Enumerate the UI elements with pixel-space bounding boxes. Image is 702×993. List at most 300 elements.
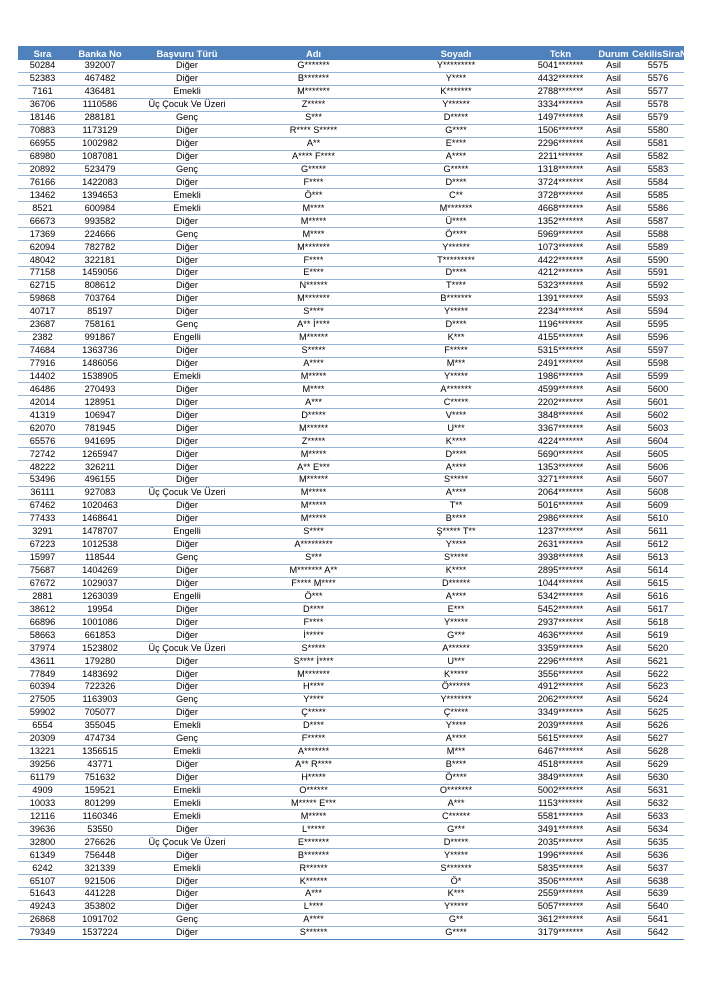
cell-adi: M***** E*** [241, 797, 386, 810]
cell-banka-no: 85197 [67, 305, 133, 318]
cell-soyadi: Y***** [386, 370, 526, 383]
cell-basvuru-turu: Genç [133, 111, 241, 124]
table-row [18, 422, 684, 435]
cell-durum: Asil [595, 629, 632, 642]
cell-soyadi: B**** [386, 512, 526, 525]
cell-banka-no: 1173129 [67, 124, 133, 137]
cell-cekilis-sira-no: 5633 [632, 810, 684, 823]
cell-adi: G******* [241, 60, 386, 72]
cell-durum: Asil [595, 228, 632, 241]
cell-tckn: 3506******* [526, 875, 595, 888]
cell-soyadi: A****** [386, 642, 526, 655]
cell-banka-no: 921506 [67, 875, 133, 888]
cell-banka-no: 1538905 [67, 370, 133, 383]
cell-basvuru-turu: Emekli [133, 862, 241, 875]
cell-durum: Asil [595, 461, 632, 474]
cell-banka-no: 1002982 [67, 137, 133, 150]
cell-durum: Asil [595, 603, 632, 616]
cell-tckn: 1044******* [526, 577, 595, 590]
cell-basvuru-turu: Diğer [133, 474, 241, 487]
cell-soyadi: C***** [386, 396, 526, 409]
cell-cekilis-sira-no: 5609 [632, 499, 684, 512]
cell-adi: S*** [241, 111, 386, 124]
cell-soyadi: G**** [386, 124, 526, 137]
cell-sira: 32800 [18, 836, 67, 849]
cell-basvuru-turu: Emekli [133, 784, 241, 797]
cell-banka-no: 801299 [67, 797, 133, 810]
cell-sira: 77916 [18, 357, 67, 370]
cell-adi: H**** [241, 681, 386, 694]
table-body [18, 60, 684, 939]
cell-adi: M****** [241, 422, 386, 435]
cell-sira: 79349 [18, 926, 67, 939]
header-row [18, 46, 684, 60]
cell-durum: Asil [595, 642, 632, 655]
table-row [18, 732, 684, 745]
cell-sira: 74684 [18, 344, 67, 357]
cell-sira: 59868 [18, 292, 67, 305]
cell-banka-no: 1265947 [67, 448, 133, 461]
cell-banka-no: 1263039 [67, 590, 133, 603]
cell-sira: 67672 [18, 577, 67, 590]
cell-cekilis-sira-no: 5588 [632, 228, 684, 241]
cell-banka-no: 705077 [67, 706, 133, 719]
cell-soyadi: U*** [386, 422, 526, 435]
cell-cekilis-sira-no: 5602 [632, 409, 684, 422]
table-row [18, 926, 684, 939]
table-row [18, 551, 684, 564]
cell-soyadi: D**** [386, 318, 526, 331]
cell-basvuru-turu: Diğer [133, 137, 241, 150]
cell-durum: Asil [595, 305, 632, 318]
cell-durum: Asil [595, 719, 632, 732]
cell-sira: 65576 [18, 435, 67, 448]
cell-sira: 17369 [18, 228, 67, 241]
cell-tckn: 4224******* [526, 435, 595, 448]
cell-sira: 62070 [18, 422, 67, 435]
cell-sira: 2382 [18, 331, 67, 344]
cell-cekilis-sira-no: 5577 [632, 85, 684, 98]
cell-sira: 15997 [18, 551, 67, 564]
cell-banka-no: 118544 [67, 551, 133, 564]
cell-cekilis-sira-no: 5585 [632, 189, 684, 202]
cell-durum: Asil [595, 784, 632, 797]
cell-tckn: 5323******* [526, 279, 595, 292]
cell-soyadi: T** [386, 499, 526, 512]
table-row [18, 474, 684, 487]
cell-durum: Asil [595, 383, 632, 396]
cell-banka-no: 703764 [67, 292, 133, 305]
cell-tckn: 1353******* [526, 461, 595, 474]
cell-adi: M***** [241, 486, 386, 499]
cell-basvuru-turu: Genç [133, 228, 241, 241]
cell-basvuru-turu: Emekli [133, 189, 241, 202]
cell-adi: M******* A** [241, 564, 386, 577]
cell-durum: Asil [595, 241, 632, 254]
cell-adi: G***** [241, 163, 386, 176]
cell-soyadi: D**** [386, 448, 526, 461]
cell-banka-no: 758161 [67, 318, 133, 331]
cell-adi: İ***** [241, 629, 386, 642]
cell-adi: Ö*** [241, 590, 386, 603]
cell-adi: S**** [241, 305, 386, 318]
cell-banka-no: 1160346 [67, 810, 133, 823]
cell-banka-no: 1468641 [67, 512, 133, 525]
cell-banka-no: 991867 [67, 331, 133, 344]
cell-tckn: 4599******* [526, 383, 595, 396]
cell-banka-no: 523479 [67, 163, 133, 176]
cell-soyadi: M*** [386, 745, 526, 758]
cell-banka-no: 1486056 [67, 357, 133, 370]
table-row [18, 590, 684, 603]
cell-soyadi: Ç***** [386, 706, 526, 719]
cell-cekilis-sira-no: 5612 [632, 538, 684, 551]
table-row [18, 642, 684, 655]
cell-sira: 48222 [18, 461, 67, 474]
cell-basvuru-turu: Diğer [133, 512, 241, 525]
cell-durum: Asil [595, 758, 632, 771]
cell-durum: Asil [595, 681, 632, 694]
cell-tckn: 2788******* [526, 85, 595, 98]
cell-adi: H***** [241, 771, 386, 784]
cell-sira: 66955 [18, 137, 67, 150]
table-row [18, 784, 684, 797]
table-row [18, 215, 684, 228]
cell-sira: 38612 [18, 603, 67, 616]
table-row [18, 836, 684, 849]
cell-soyadi: E*** [386, 603, 526, 616]
cell-adi: R**** S***** [241, 124, 386, 137]
cell-banka-no: 600984 [67, 202, 133, 215]
table-row [18, 279, 684, 292]
cell-soyadi: Ş***** T** [386, 525, 526, 538]
cell-tckn: 2202******* [526, 396, 595, 409]
cell-soyadi: S***** [386, 474, 526, 487]
cell-banka-no: 53550 [67, 823, 133, 836]
table-row [18, 538, 684, 551]
cell-basvuru-turu: Emekli [133, 797, 241, 810]
cell-basvuru-turu: Genç [133, 551, 241, 564]
cell-cekilis-sira-no: 5589 [632, 241, 684, 254]
cell-soyadi: A******* [386, 383, 526, 396]
cell-soyadi: Y**** [386, 538, 526, 551]
cell-soyadi: Y****** [386, 98, 526, 111]
cell-soyadi: Y**** [386, 719, 526, 732]
cell-durum: Asil [595, 810, 632, 823]
cell-cekilis-sira-no: 5582 [632, 150, 684, 163]
cell-durum: Asil [595, 292, 632, 305]
cell-adi: M***** [241, 810, 386, 823]
cell-soyadi: S******* [386, 862, 526, 875]
table-row [18, 344, 684, 357]
cell-sira: 10033 [18, 797, 67, 810]
table-row [18, 823, 684, 836]
table-row [18, 448, 684, 461]
cell-adi: M****** [241, 474, 386, 487]
cell-soyadi: Ö**** [386, 771, 526, 784]
cell-sira: 36706 [18, 98, 67, 111]
cell-tckn: 1497******* [526, 111, 595, 124]
cell-soyadi: C****** [386, 810, 526, 823]
cell-cekilis-sira-no: 5621 [632, 655, 684, 668]
cell-soyadi: C** [386, 189, 526, 202]
cell-basvuru-turu: Genç [133, 913, 241, 926]
table-row [18, 267, 684, 280]
cell-sira: 18146 [18, 111, 67, 124]
cell-basvuru-turu: Diğer [133, 150, 241, 163]
cell-tckn: 4432******* [526, 72, 595, 85]
cell-basvuru-turu: Diğer [133, 823, 241, 836]
table-row [18, 305, 684, 318]
cell-adi: F***** [241, 732, 386, 745]
cell-tckn: 1986******* [526, 370, 595, 383]
cell-banka-no: 353802 [67, 900, 133, 913]
cell-basvuru-turu: Diğer [133, 668, 241, 681]
cell-tckn: 2039******* [526, 719, 595, 732]
cell-soyadi: Y******* [386, 693, 526, 706]
cell-sira: 6242 [18, 862, 67, 875]
table-row [18, 499, 684, 512]
cell-adi: A********* [241, 538, 386, 551]
cell-soyadi: Y***** [386, 616, 526, 629]
table-row [18, 241, 684, 254]
cell-basvuru-turu: Diğer [133, 215, 241, 228]
cell-adi: S**** İ**** [241, 655, 386, 668]
cell-tckn: 2234******* [526, 305, 595, 318]
table-row [18, 875, 684, 888]
cell-cekilis-sira-no: 5611 [632, 525, 684, 538]
cell-basvuru-turu: Diğer [133, 292, 241, 305]
cell-banka-no: 1537224 [67, 926, 133, 939]
table-row [18, 862, 684, 875]
cell-durum: Asil [595, 267, 632, 280]
table-row [18, 98, 684, 111]
cell-banka-no: 941695 [67, 435, 133, 448]
cell-soyadi: T**** [386, 279, 526, 292]
cell-adi: S***** [241, 642, 386, 655]
table-row [18, 681, 684, 694]
cell-cekilis-sira-no: 5630 [632, 771, 684, 784]
cell-tckn: 4668******* [526, 202, 595, 215]
cell-banka-no: 19954 [67, 603, 133, 616]
cell-adi: O****** [241, 784, 386, 797]
cell-tckn: 5041******* [526, 60, 595, 72]
cell-durum: Asil [595, 926, 632, 939]
cell-tckn: 3849******* [526, 771, 595, 784]
cell-durum: Asil [595, 797, 632, 810]
cell-tckn: 2937******* [526, 616, 595, 629]
cell-tckn: 3359******* [526, 642, 595, 655]
cell-banka-no: 322181 [67, 254, 133, 267]
cell-tckn: 3938******* [526, 551, 595, 564]
cell-basvuru-turu: Emekli [133, 85, 241, 98]
cell-adi: A******* [241, 745, 386, 758]
cell-basvuru-turu: Diğer [133, 254, 241, 267]
cell-basvuru-turu: Diğer [133, 409, 241, 422]
cell-tckn: 5969******* [526, 228, 595, 241]
cell-soyadi: G**** [386, 926, 526, 939]
cell-sira: 26868 [18, 913, 67, 926]
cell-soyadi: A**** [386, 461, 526, 474]
cell-soyadi: B**** [386, 758, 526, 771]
cell-soyadi: Y****** [386, 241, 526, 254]
cell-cekilis-sira-no: 5576 [632, 72, 684, 85]
cell-cekilis-sira-no: 5620 [632, 642, 684, 655]
cell-banka-no: 1020463 [67, 499, 133, 512]
cell-cekilis-sira-no: 5639 [632, 888, 684, 901]
cell-adi: F**** M**** [241, 577, 386, 590]
cell-cekilis-sira-no: 5614 [632, 564, 684, 577]
cell-durum: Asil [595, 836, 632, 849]
cell-cekilis-sira-no: 5613 [632, 551, 684, 564]
cell-tckn: 1996******* [526, 849, 595, 862]
cell-tckn: 3491******* [526, 823, 595, 836]
cell-adi: M***** [241, 370, 386, 383]
cell-cekilis-sira-no: 5581 [632, 137, 684, 150]
cell-soyadi: K******* [386, 85, 526, 98]
cell-adi: Y**** [241, 693, 386, 706]
cell-durum: Asil [595, 564, 632, 577]
table-row [18, 189, 684, 202]
col-header-adi: Adı [241, 46, 386, 60]
cell-adi: D**** [241, 603, 386, 616]
cell-sira: 58663 [18, 629, 67, 642]
cell-adi: L**** [241, 900, 386, 913]
cell-basvuru-turu: Diğer [133, 435, 241, 448]
cell-sira: 43611 [18, 655, 67, 668]
cell-cekilis-sira-no: 5592 [632, 279, 684, 292]
cell-adi: D***** [241, 409, 386, 422]
cell-cekilis-sira-no: 5598 [632, 357, 684, 370]
cell-durum: Asil [595, 474, 632, 487]
cell-banka-no: 1091702 [67, 913, 133, 926]
cell-sira: 8521 [18, 202, 67, 215]
cell-banka-no: 43771 [67, 758, 133, 771]
cell-cekilis-sira-no: 5595 [632, 318, 684, 331]
cell-durum: Asil [595, 409, 632, 422]
cell-durum: Asil [595, 525, 632, 538]
cell-basvuru-turu: Diğer [133, 176, 241, 189]
cell-soyadi: K**** [386, 564, 526, 577]
cell-cekilis-sira-no: 5617 [632, 603, 684, 616]
cell-adi: S****** [241, 926, 386, 939]
cell-basvuru-turu: Diğer [133, 241, 241, 254]
cell-cekilis-sira-no: 5616 [632, 590, 684, 603]
cell-basvuru-turu: Emekli [133, 202, 241, 215]
cell-banka-no: 751632 [67, 771, 133, 784]
cell-soyadi: G*** [386, 823, 526, 836]
cell-durum: Asil [595, 357, 632, 370]
cell-cekilis-sira-no: 5631 [632, 784, 684, 797]
cell-banka-no: 1087081 [67, 150, 133, 163]
cell-cekilis-sira-no: 5636 [632, 849, 684, 862]
cell-soyadi: D***** [386, 111, 526, 124]
cell-adi: E**** [241, 267, 386, 280]
cell-sira: 77849 [18, 668, 67, 681]
table-row [18, 706, 684, 719]
cell-basvuru-turu: Emekli [133, 370, 241, 383]
cell-banka-no: 436481 [67, 85, 133, 98]
cell-basvuru-turu: Emekli [133, 745, 241, 758]
cell-cekilis-sira-no: 5584 [632, 176, 684, 189]
cell-sira: 60394 [18, 681, 67, 694]
cell-sira: 62715 [18, 279, 67, 292]
cell-adi: M******* [241, 85, 386, 98]
cell-cekilis-sira-no: 5586 [632, 202, 684, 215]
col-header-durum: Durum [595, 46, 632, 60]
cell-tckn: 2895******* [526, 564, 595, 577]
cell-banka-no: 128951 [67, 396, 133, 409]
cell-tckn: 2296******* [526, 655, 595, 668]
cell-sira: 12116 [18, 810, 67, 823]
cell-adi: M**** [241, 202, 386, 215]
cell-adi: A**** [241, 913, 386, 926]
cell-sira: 3291 [18, 525, 67, 538]
table-row [18, 888, 684, 901]
cell-cekilis-sira-no: 5579 [632, 111, 684, 124]
cell-basvuru-turu: Diğer [133, 875, 241, 888]
cell-banka-no: 179280 [67, 655, 133, 668]
cell-durum: Asil [595, 849, 632, 862]
table-row [18, 810, 684, 823]
table-row [18, 254, 684, 267]
cell-tckn: 4422******* [526, 254, 595, 267]
cell-banka-no: 321339 [67, 862, 133, 875]
cell-cekilis-sira-no: 5625 [632, 706, 684, 719]
table-row [18, 331, 684, 344]
cell-banka-no: 1356515 [67, 745, 133, 758]
cell-basvuru-turu: Üç Çocuk Ve Üzeri [133, 98, 241, 111]
cell-banka-no: 474734 [67, 732, 133, 745]
cell-soyadi: A**** [386, 150, 526, 163]
cell-banka-no: 661853 [67, 629, 133, 642]
cell-adi: M****** [241, 331, 386, 344]
cell-banka-no: 756448 [67, 849, 133, 862]
cell-adi: A*** [241, 888, 386, 901]
table-row [18, 60, 684, 72]
cell-tckn: 1153******* [526, 797, 595, 810]
cell-sira: 59902 [18, 706, 67, 719]
cell-banka-no: 392007 [67, 60, 133, 72]
cell-sira: 27505 [18, 693, 67, 706]
cell-adi: S**** [241, 525, 386, 538]
cell-tckn: 3724******* [526, 176, 595, 189]
cell-cekilis-sira-no: 5603 [632, 422, 684, 435]
table-row [18, 163, 684, 176]
cell-soyadi: D**** [386, 176, 526, 189]
cell-tckn: 1073******* [526, 241, 595, 254]
cell-soyadi: M******* [386, 202, 526, 215]
cell-basvuru-turu: Diğer [133, 888, 241, 901]
cell-durum: Asil [595, 215, 632, 228]
cell-tckn: 3556******* [526, 668, 595, 681]
cell-tckn: 5581******* [526, 810, 595, 823]
table-row [18, 435, 684, 448]
cell-tckn: 3334******* [526, 98, 595, 111]
cell-sira: 62094 [18, 241, 67, 254]
cell-adi: S*** [241, 551, 386, 564]
cell-tckn: 3728******* [526, 189, 595, 202]
cell-cekilis-sira-no: 5626 [632, 719, 684, 732]
cell-banka-no: 1163903 [67, 693, 133, 706]
cell-sira: 52383 [18, 72, 67, 85]
cell-durum: Asil [595, 60, 632, 72]
cell-sira: 61179 [18, 771, 67, 784]
cell-durum: Asil [595, 823, 632, 836]
cell-tckn: 4912******* [526, 681, 595, 694]
cell-adi: F**** [241, 616, 386, 629]
results-table [18, 46, 693, 940]
